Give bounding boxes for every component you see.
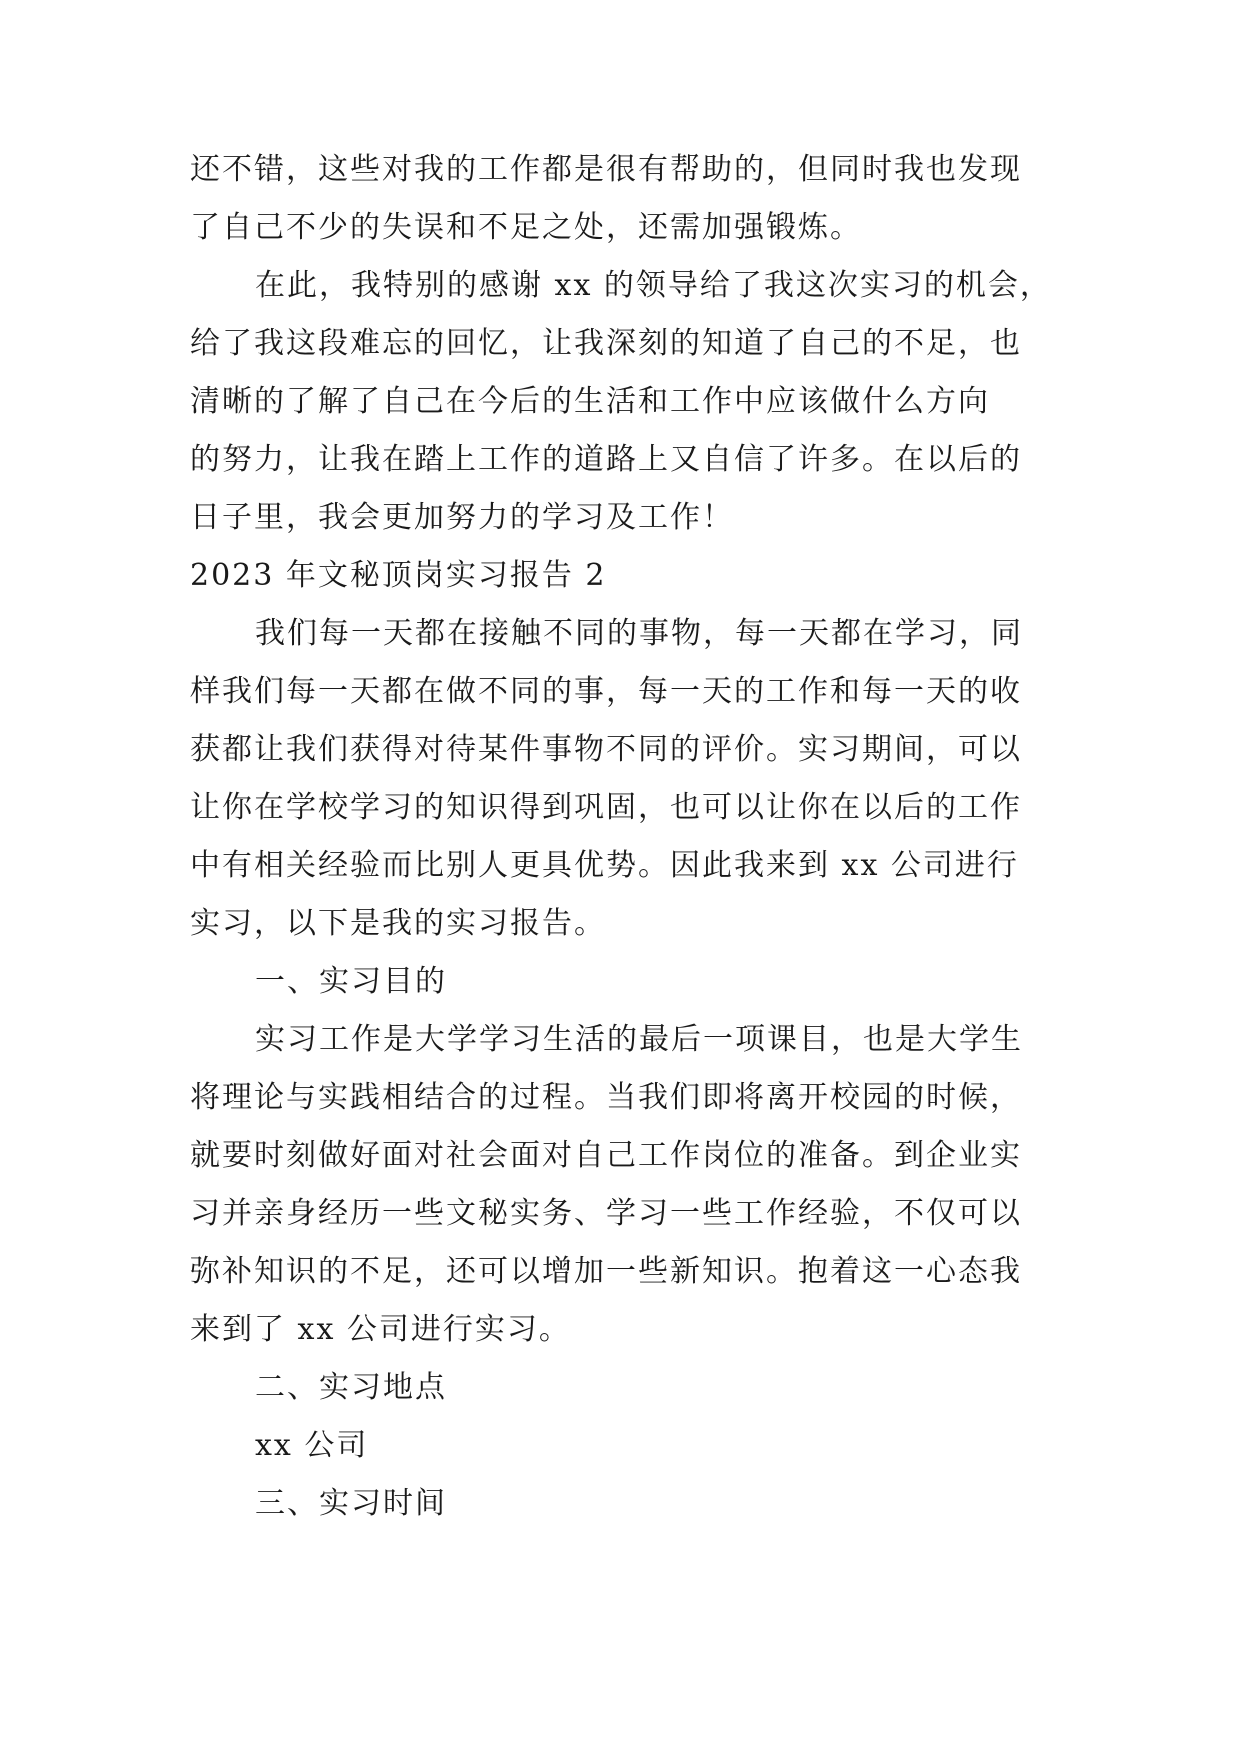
- paragraph-line: 实习，以下是我的实习报告。: [190, 906, 606, 941]
- subheading: 三、实习时间: [255, 1486, 447, 1521]
- paragraph-line: 了自己不少的失误和不足之处，还需加强锻炼。: [190, 210, 862, 245]
- paragraph-line: 中有相关经验而比别人更具优势。因此我来到 xx 公司进行: [190, 848, 1019, 883]
- location-text: xx 公司: [255, 1428, 369, 1463]
- paragraph-line: 就要时刻做好面对社会面对自己工作岗位的准备。到企业实: [190, 1138, 1022, 1173]
- paragraph-line: 还不错，这些对我的工作都是很有帮助的，但同时我也发现: [190, 152, 1022, 187]
- subheading: 二、实习地点: [255, 1370, 447, 1405]
- paragraph-line: 将理论与实践相结合的过程。当我们即将离开校园的时候，: [190, 1080, 1022, 1115]
- paragraph-line: 在此，我特别的感谢 xx 的领导给了我这次实习的机会，: [255, 268, 1052, 303]
- paragraph-line: 样我们每一天都在做不同的事，每一天的工作和每一天的收: [190, 674, 1022, 709]
- paragraph-line: 实习工作是大学学习生活的最后一项课目，也是大学生: [255, 1022, 1023, 1057]
- paragraph-line: 让你在学校学习的知识得到巩固，也可以让你在以后的工作: [190, 790, 1022, 825]
- section-heading: 2023 年文秘顶岗实习报告 2: [190, 558, 607, 593]
- paragraph-line: 弥补知识的不足，还可以增加一些新知识。抱着这一心态我: [190, 1254, 1022, 1289]
- paragraph-line: 来到了 xx 公司进行实习。: [190, 1312, 571, 1347]
- paragraph-line: 日子里，我会更加努力的学习及工作！: [190, 500, 734, 535]
- subheading: 一、实习目的: [255, 964, 447, 999]
- paragraph-line: 清晰的了解了自己在今后的生活和工作中应该做什么方向: [190, 384, 990, 419]
- paragraph-line: 习并亲身经历一些文秘实务、学习一些工作经验，不仅可以: [190, 1196, 1022, 1231]
- paragraph-line: 我们每一天都在接触不同的事物，每一天都在学习，同: [255, 616, 1023, 651]
- paragraph-line: 获都让我们获得对待某件事物不同的评价。实习期间，可以: [190, 732, 1022, 767]
- paragraph-line: 的努力，让我在踏上工作的道路上又自信了许多。在以后的: [190, 442, 1022, 477]
- paragraph-line: 给了我这段难忘的回忆，让我深刻的知道了自己的不足，也: [190, 326, 1022, 361]
